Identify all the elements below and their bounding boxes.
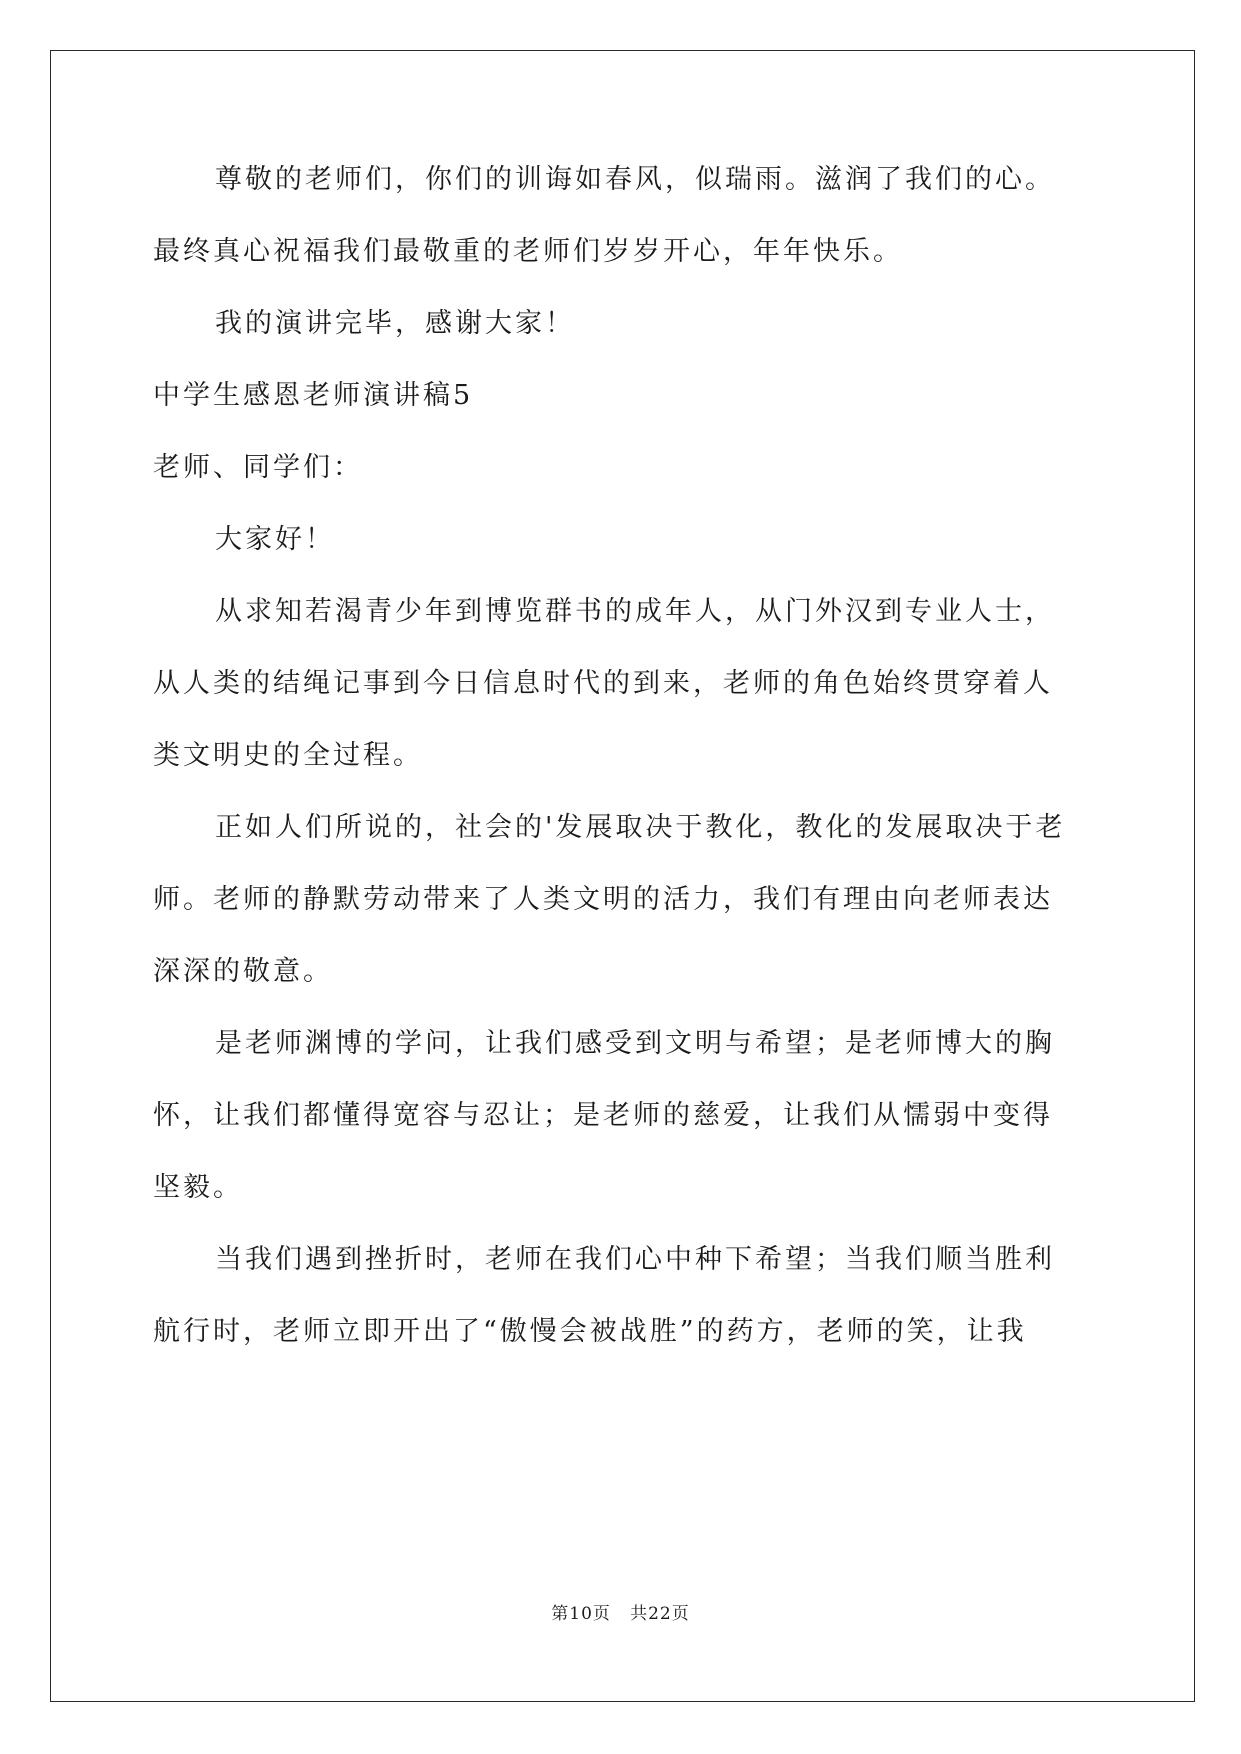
paragraph-line: 从人类的结绳记事到今日信息时代的到来，老师的角色始终贯穿着人 (153, 668, 1053, 699)
page-footer (0, 1602, 1241, 1626)
paragraph-line: 深深的敬意。 (153, 956, 333, 987)
greeting: 大家好！ (215, 524, 335, 555)
page-border (50, 50, 1195, 1702)
paragraph-line: 正如人们所说的，社会的'发展取决于教化，教化的发展取决于老 (215, 812, 1066, 843)
page-total: 共22页 (630, 1604, 690, 1624)
paragraph-line: 最终真心祝福我们最敬重的老师们岁岁开心，年年快乐。 (153, 236, 903, 267)
paragraph-line: 师。老师的静默劳动带来了人类文明的活力，我们有理由向老师表达 (153, 884, 1053, 915)
page-number: 第10页 (551, 1604, 611, 1624)
paragraph-line: 怀，让我们都懂得宽容与忍让；是老师的慈爱，让我们从懦弱中变得 (153, 1100, 1053, 1131)
paragraph-line: 坚毅。 (153, 1172, 243, 1203)
salutation: 老师、同学们： (153, 452, 363, 483)
paragraph-line: 航行时，老师立即开出了“傲慢会被战胜”的药方，老师的笑，让我 (153, 1316, 1027, 1347)
paragraph-line: 是老师渊博的学问，让我们感受到文明与希望；是老师博大的胸 (215, 1028, 1055, 1059)
section-heading: 中学生感恩老师演讲稿5 (153, 380, 474, 411)
paragraph-line: 我的演讲完毕，感谢大家！ (215, 308, 575, 339)
paragraph-line: 尊敬的老师们，你们的训诲如春风，似瑞雨。滋润了我们的心。 (215, 164, 1055, 195)
paragraph-line: 从求知若渴青少年到博览群书的成年人，从门外汉到专业人士， (215, 596, 1055, 627)
paragraph-line: 当我们遇到挫折时，老师在我们心中种下希望；当我们顺当胜利 (215, 1244, 1055, 1275)
paragraph-line: 类文明史的全过程。 (153, 740, 423, 771)
